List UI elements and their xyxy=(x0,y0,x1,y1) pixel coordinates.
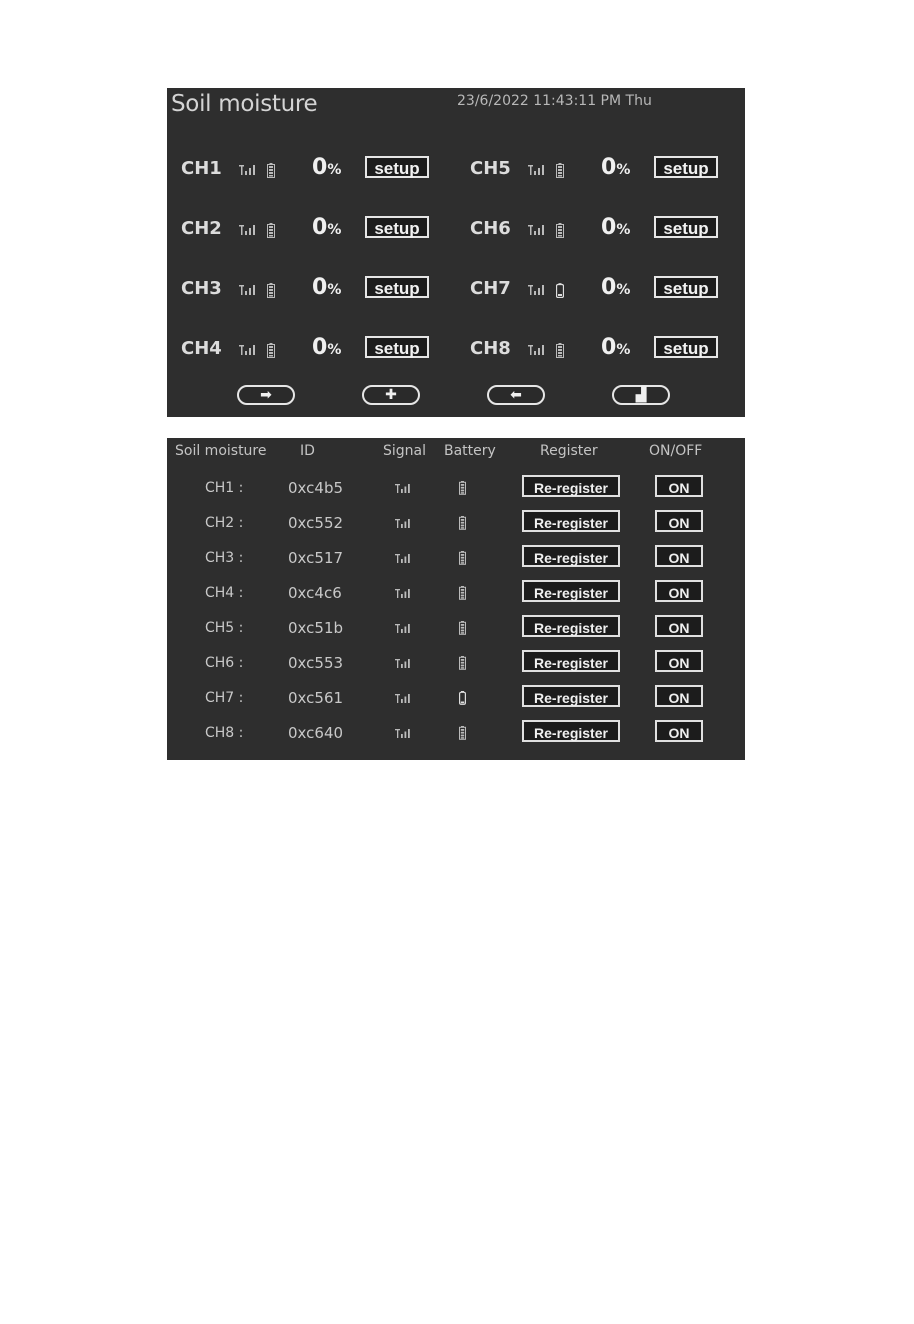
toggle-button[interactable] xyxy=(612,385,670,405)
re-register-button-ch5[interactable]: Re-register xyxy=(522,615,620,637)
sensor-id: 0xc640 xyxy=(288,724,344,742)
channel-label: CH3 : xyxy=(205,550,244,566)
datetime-display: 23/6/2022 11:43:11 PM Thu xyxy=(457,93,652,109)
signal-icon xyxy=(528,225,546,235)
signal-icon xyxy=(528,165,546,175)
channel-row-ch1 xyxy=(181,152,451,186)
sensor-id: 0xc561 xyxy=(288,689,344,707)
moisture-value: 0% xyxy=(601,275,631,300)
signal-icon xyxy=(239,225,257,235)
table-row xyxy=(167,613,745,643)
sensor-id: 0xc4b5 xyxy=(288,479,344,497)
page-title: Soil moisture xyxy=(171,91,318,117)
channel-name: CH3 xyxy=(181,278,222,299)
battery-icon xyxy=(267,343,275,358)
moisture-value: 0% xyxy=(312,335,342,360)
signal-icon xyxy=(395,694,411,703)
channel-label: CH4 : xyxy=(205,585,244,601)
channel-label: CH7 : xyxy=(205,690,244,706)
channel-row-ch6 xyxy=(470,212,740,246)
channel-name: CH7 xyxy=(470,278,511,299)
header-signal: Signal xyxy=(383,443,427,459)
on-off-toggle-ch2[interactable]: ON xyxy=(655,510,703,532)
channel-row-ch3 xyxy=(181,272,451,306)
channel-name: CH1 xyxy=(181,158,222,179)
battery-icon xyxy=(267,163,275,178)
setup-button-ch7[interactable]: setup xyxy=(654,276,718,298)
channel-row-ch4 xyxy=(181,332,451,366)
sensor-registration-screen xyxy=(167,438,745,760)
arrow-right-icon: ➡ xyxy=(260,387,272,403)
re-register-button-ch2[interactable]: Re-register xyxy=(522,510,620,532)
sensor-id: 0xc552 xyxy=(288,514,344,532)
channel-row-ch8 xyxy=(470,332,740,366)
signal-icon xyxy=(239,285,257,295)
moisture-value: 0% xyxy=(312,155,342,180)
channel-row-ch7 xyxy=(470,272,740,306)
signal-icon xyxy=(395,589,411,598)
battery-icon xyxy=(459,586,466,600)
arrow-left-icon: ⬅ xyxy=(510,387,522,403)
channel-row-ch2 xyxy=(181,212,451,246)
moisture-value: 0% xyxy=(312,275,342,300)
header-on-off: ON/OFF xyxy=(649,443,703,459)
table-row xyxy=(167,648,745,678)
battery-icon xyxy=(459,726,466,740)
header-soil-moisture: Soil moisture xyxy=(175,443,267,459)
next-page-button[interactable] xyxy=(237,385,295,405)
battery-low-icon xyxy=(556,283,564,298)
back-button[interactable] xyxy=(487,385,545,405)
signal-icon xyxy=(395,729,411,738)
table-row xyxy=(167,543,745,573)
battery-icon xyxy=(459,621,466,635)
re-register-button-ch3[interactable]: Re-register xyxy=(522,545,620,567)
battery-icon xyxy=(556,343,564,358)
table-row xyxy=(167,508,745,538)
moisture-value: 0% xyxy=(312,215,342,240)
on-off-toggle-ch3[interactable]: ON xyxy=(655,545,703,567)
re-register-button-ch7[interactable]: Re-register xyxy=(522,685,620,707)
signal-icon xyxy=(395,519,411,528)
on-off-toggle-ch6[interactable]: ON xyxy=(655,650,703,672)
table-row xyxy=(167,718,745,748)
signal-icon xyxy=(528,285,546,295)
table-row xyxy=(167,683,745,713)
re-register-button-ch1[interactable]: Re-register xyxy=(522,475,620,497)
battery-icon xyxy=(459,516,466,530)
signal-icon xyxy=(239,165,257,175)
channel-label: CH1 : xyxy=(205,480,244,496)
channel-label: CH6 : xyxy=(205,655,244,671)
battery-icon xyxy=(459,481,466,495)
signal-icon xyxy=(395,554,411,563)
signal-icon xyxy=(395,659,411,668)
sensor-id: 0xc51b xyxy=(288,619,344,637)
setup-button-ch4[interactable]: setup xyxy=(365,336,429,358)
re-register-button-ch6[interactable]: Re-register xyxy=(522,650,620,672)
re-register-button-ch4[interactable]: Re-register xyxy=(522,580,620,602)
plus-icon: ✚ xyxy=(385,387,397,403)
setup-button-ch3[interactable]: setup xyxy=(365,276,429,298)
header-register: Register xyxy=(540,443,598,459)
channel-row-ch5 xyxy=(470,152,740,186)
header-battery: Battery xyxy=(444,443,496,459)
signal-icon xyxy=(239,345,257,355)
battery-icon xyxy=(556,163,564,178)
channel-name: CH8 xyxy=(470,338,511,359)
setup-button-ch6[interactable]: setup xyxy=(654,216,718,238)
moisture-value: 0% xyxy=(601,335,631,360)
channel-name: CH6 xyxy=(470,218,511,239)
sensor-id: 0xc517 xyxy=(288,549,344,567)
battery-icon xyxy=(556,223,564,238)
signal-icon xyxy=(395,624,411,633)
setup-button-ch8[interactable]: setup xyxy=(654,336,718,358)
add-button[interactable] xyxy=(362,385,420,405)
channel-name: CH4 xyxy=(181,338,222,359)
setup-button-ch2[interactable]: setup xyxy=(365,216,429,238)
battery-icon xyxy=(267,283,275,298)
sensor-id: 0xc553 xyxy=(288,654,344,672)
table-row xyxy=(167,473,745,503)
on-off-toggle-ch4[interactable]: ON xyxy=(655,580,703,602)
toggle-icon: ▟ xyxy=(635,387,647,403)
moisture-value: 0% xyxy=(601,155,631,180)
signal-icon xyxy=(395,484,411,493)
re-register-button-ch8[interactable]: Re-register xyxy=(522,720,620,742)
on-off-toggle-ch5[interactable]: ON xyxy=(655,615,703,637)
sensor-id: 0xc4c6 xyxy=(288,584,342,602)
channel-name: CH2 xyxy=(181,218,222,239)
on-off-toggle-ch8[interactable]: ON xyxy=(655,720,703,742)
header-id: ID xyxy=(300,443,315,459)
on-off-toggle-ch1[interactable]: ON xyxy=(655,475,703,497)
battery-low-icon xyxy=(459,691,466,705)
signal-icon xyxy=(528,345,546,355)
setup-button-ch5[interactable]: setup xyxy=(654,156,718,178)
moisture-value: 0% xyxy=(601,215,631,240)
table-row xyxy=(167,578,745,608)
channel-label: CH2 : xyxy=(205,515,244,531)
channel-name: CH5 xyxy=(470,158,511,179)
battery-icon xyxy=(459,551,466,565)
battery-icon xyxy=(459,656,466,670)
on-off-toggle-ch7[interactable]: ON xyxy=(655,685,703,707)
setup-button-ch1[interactable]: setup xyxy=(365,156,429,178)
channel-label: CH5 : xyxy=(205,620,244,636)
channel-label: CH8 : xyxy=(205,725,244,741)
battery-icon xyxy=(267,223,275,238)
soil-moisture-overview-screen xyxy=(167,88,745,417)
